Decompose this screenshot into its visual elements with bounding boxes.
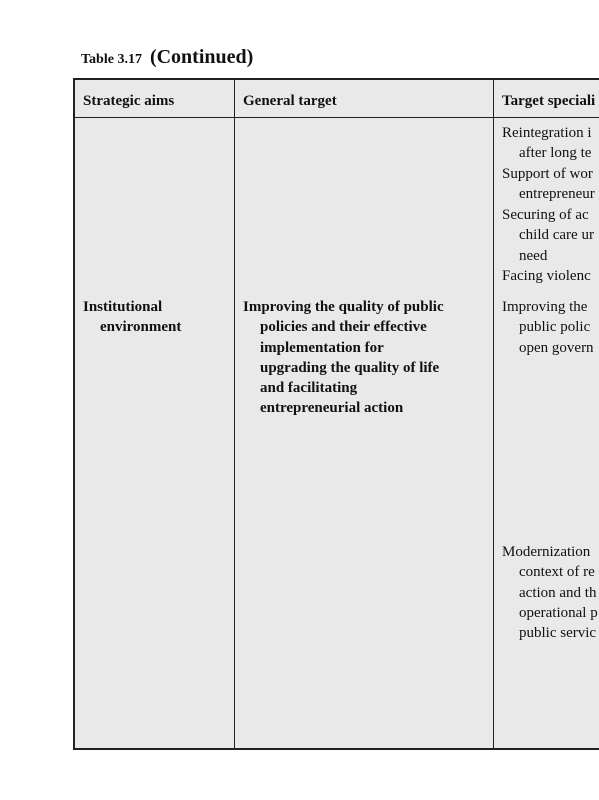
target-item-reintegration: Reintegration i after long te (502, 125, 592, 162)
continued-label: (Continued) (149, 46, 254, 68)
table-number: Table 3.17 (81, 52, 142, 67)
header-general-target: General target (243, 93, 337, 109)
column-divider (234, 80, 235, 748)
target-item-violence: Facing violenc (502, 268, 591, 284)
data-table (73, 78, 599, 750)
general-target-text: Improving the quality of public policies and their effective implementation for upgrading the quality of life and facilitating entrepreneurial action (243, 299, 444, 417)
table-caption (81, 46, 253, 69)
target-item-child-care: Securing of ac child care ur need (502, 207, 594, 264)
target-item-modernization: Modernization context of re action and th operational p public servic (502, 544, 598, 642)
target-item-support: Support of wor entrepreneur (502, 166, 595, 203)
column-divider (493, 80, 494, 748)
header-strategic-aims: Strategic aims (83, 93, 175, 109)
target-item-improving: Improving the public polic open govern (502, 299, 594, 356)
strategic-aim-institutional: Institutional environment (83, 299, 182, 336)
header-target-specialization: Target speciali (502, 93, 596, 109)
